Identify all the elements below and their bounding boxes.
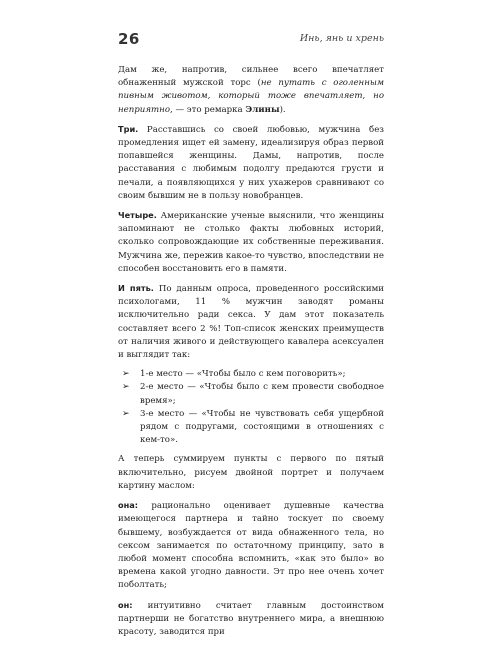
paragraph-text: рационально оценивает душевные качества имеющегося партнера и тайно тоскует по своему бывшему, возбуждается от вида обнаженного тела, но сексом занимается по остаточному принципу, зато в любой момент способна вспомнить, «как это было» во времена какой угодно давности. Эт про нее очень хочет поболтать; <box>118 501 384 591</box>
paragraph-text: Американские ученые выяснили, что женщины запоминают не столько факты любовных историй, сколько сопровождающие их собственные переживания. Мужчина же, пережив какое-то чувство, впоследствии не способен восстановить его в памяти. <box>118 211 384 274</box>
paragraph-he <box>118 599 384 640</box>
list-item-text: 2-е место — «Чтобы было с кем провести свободное время»; <box>140 382 384 406</box>
paragraph-text: Расставшись со своей любовью, мужчина без промедления ищет ей замену, идеализируя образ первой попавшейся женщины. Дамы, напротив, после расставания с любимым подолгу предаются грусти и печали, а появляющихся у них ухажеров сравнивают со своим бывшим не в пользу новобранцев. <box>118 124 384 201</box>
list-item <box>118 368 384 381</box>
paragraph-text: интуитивно считает главным достоинством партнерши не богатство внутреннего мира, а внешнюю красоту, заводится при <box>118 600 384 637</box>
list-item-text: 1-е место — «Чтобы было с кем поговорить»; <box>140 369 346 380</box>
paragraph-lead: она: <box>118 500 139 511</box>
list-item-text: 3-е место — «Чтобы не чувствовать себя ущербной рядом с подругами, состоящими в отношениях с кем-то». <box>140 408 384 446</box>
paragraph-lead: Четыре. <box>118 210 157 221</box>
page-header <box>118 30 384 50</box>
author-name: Элины <box>245 104 280 115</box>
paragraph-lead: Три. <box>118 123 139 134</box>
paragraph-three <box>118 123 384 203</box>
paragraph-text: , — это ремарка <box>170 104 246 115</box>
paragraph-four <box>118 209 384 276</box>
list-item <box>118 408 384 448</box>
paragraph-text: ). <box>279 104 286 115</box>
paragraph-lead: он: <box>118 599 133 610</box>
paragraph-text: Дам же, напротив, сильнее всего впечатляет обнаженный мужской торс ( <box>118 65 384 89</box>
arrow-bullet-icon: ➢ <box>122 369 130 380</box>
page-body <box>118 64 384 645</box>
paragraph-torso <box>118 64 384 117</box>
running-title: Инь, янь и хрень <box>299 33 384 44</box>
arrow-bullet-icon: ➢ <box>122 408 130 419</box>
paragraph-summary <box>118 453 384 493</box>
paragraph-she <box>118 499 384 592</box>
top-list <box>118 368 384 447</box>
list-item <box>118 381 384 407</box>
paragraph-lead: И пять. <box>118 283 154 294</box>
paragraph-text: А теперь суммируем пункты с первого по пятый включительно, рисуем двойной портрет и получаем картину маслом: <box>118 454 384 491</box>
arrow-bullet-icon: ➢ <box>122 382 130 393</box>
italic-remark: не путать с оголенным пивным животом, который тоже впечатляет, но неприятно <box>118 78 384 115</box>
page-number: 26 <box>118 30 140 48</box>
paragraph-text: По данным опроса, проведенного российскими психологами, 11 % мужчин заводят романы исключительно ради секса. У дам этот показатель составляет всего 2 %! Топ-список женских преимуществ от наличия живого и действующего кавалера асексуален и выглядит так: <box>118 284 384 361</box>
paragraph-five <box>118 282 384 362</box>
